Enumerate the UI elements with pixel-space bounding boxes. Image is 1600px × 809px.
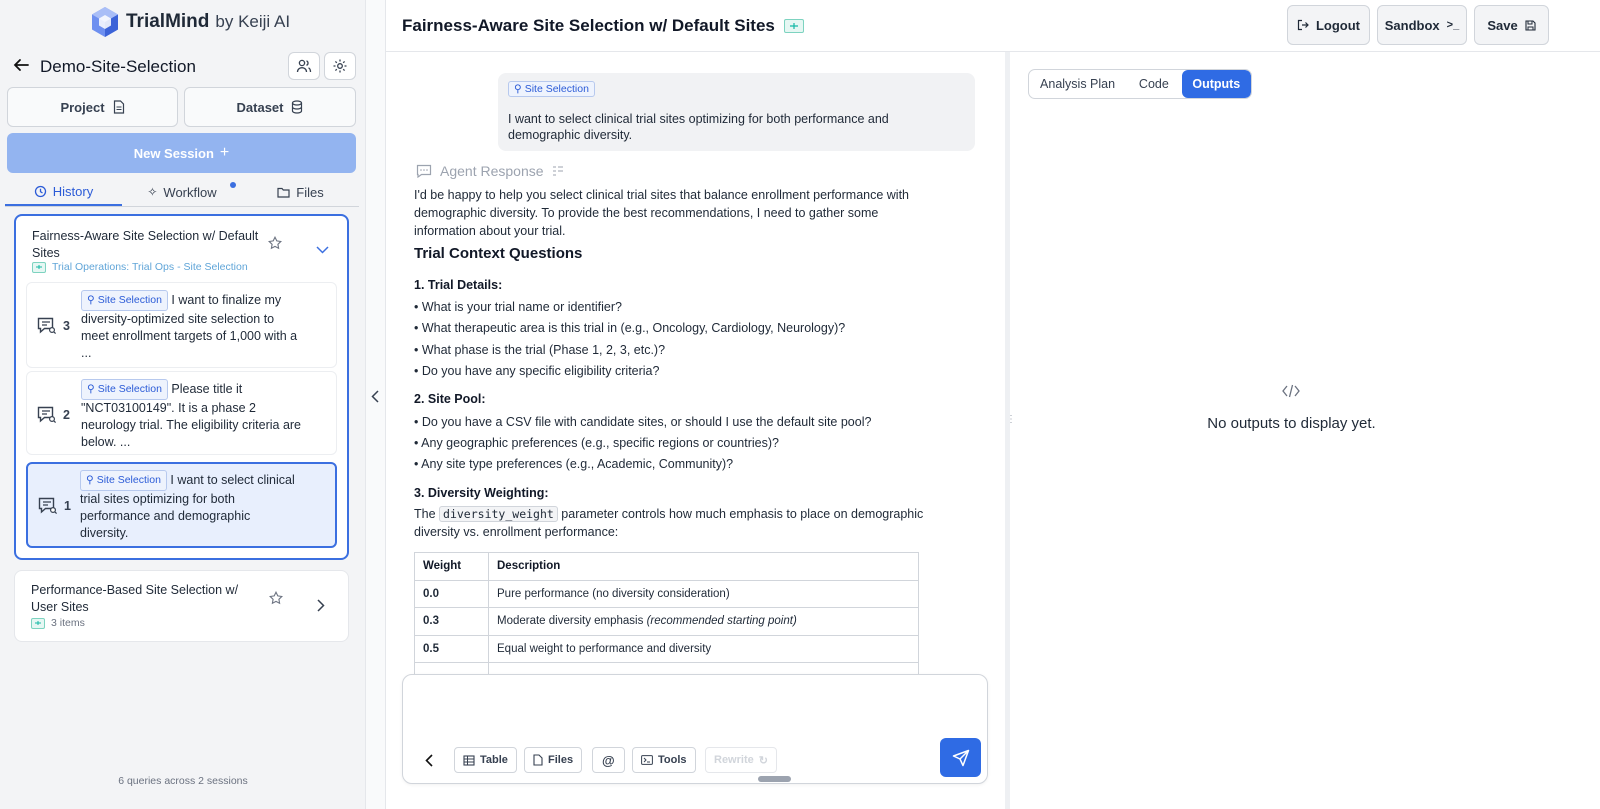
trial-details-item: • What is your trial name or identifier? — [414, 300, 622, 314]
chat-bubble-icon — [416, 164, 432, 178]
tab-history[interactable] — [5, 178, 122, 206]
query-text — [81, 379, 303, 451]
scroll-handle[interactable] — [758, 776, 791, 782]
logout-button[interactable] — [1287, 5, 1370, 45]
table-tool-button[interactable] — [454, 747, 517, 773]
chat-query-icon — [37, 317, 57, 335]
code-icon — [1282, 384, 1300, 398]
page-title: Fairness-Aware Site Selection w/ Default Sites — [402, 16, 775, 35]
sandbox-button[interactable] — [1377, 5, 1467, 45]
sidebar-collapse-gutter — [366, 0, 386, 809]
save-icon — [1525, 20, 1536, 31]
table-cell: Pure performance (no diversity consideration) — [489, 580, 919, 608]
query-text-body: Please title it "NCT03100149". It is a phase 2 neurology trial. The eligibility criteria are below. ... — [81, 382, 302, 449]
user-message-text: I want to select clinical trial sites optimizing for both performance and demographic diversity. — [508, 112, 889, 142]
table-header: Description — [489, 553, 919, 581]
site-pool-item: • Any geographic preferences (e.g., specific regions or countries)? — [414, 436, 779, 450]
table-header-row — [415, 553, 919, 581]
project-label: Project — [60, 99, 105, 115]
query-number: 2 — [63, 408, 70, 422]
agent-response-title: Agent Response — [440, 163, 544, 179]
outputs-panel — [1010, 53, 1600, 809]
tab-analysis-plan[interactable]: Analysis Plan — [1040, 77, 1116, 91]
sandbox-label: Sandbox — [1384, 17, 1440, 33]
session-subtitle-text: 3 items — [51, 617, 85, 629]
workflow-tag-icon — [31, 618, 45, 629]
dataset-label: Dataset — [236, 99, 284, 115]
save-button[interactable] — [1474, 5, 1549, 45]
session-subtitle — [32, 261, 248, 273]
session-title: Performance-Based Site Selection w/ User Sites — [31, 583, 239, 614]
tab-workflow[interactable] — [122, 178, 242, 206]
collapse-sidebar-chevron-icon[interactable] — [371, 390, 379, 403]
back-arrow-icon[interactable] — [12, 56, 32, 76]
sessions-footer: 6 queries across 2 sessions — [118, 775, 248, 787]
right-pane-tabs — [1028, 69, 1252, 99]
table-row — [415, 608, 919, 636]
collaborators-button[interactable] — [288, 52, 320, 80]
query-text — [81, 290, 301, 362]
table-cell: Moderate diversity emphasis (recommended starting point) — [489, 608, 919, 636]
session-card-collapsed[interactable] — [14, 570, 349, 642]
message-input[interactable] — [413, 683, 938, 743]
chat-query-icon — [38, 497, 58, 515]
logout-icon — [1297, 19, 1309, 31]
table-row — [415, 580, 919, 608]
table-row — [415, 635, 919, 663]
query-text — [80, 470, 302, 542]
save-label: Save — [1487, 17, 1518, 33]
questions-heading: Trial Context Questions — [414, 245, 583, 262]
tab-files-label: Files — [296, 184, 324, 200]
user-badge-wrap — [508, 81, 595, 97]
query-number: 1 — [64, 499, 71, 513]
table-icon — [463, 755, 475, 766]
top-header — [386, 0, 1600, 52]
gear-icon — [332, 58, 348, 74]
refresh-icon: ↻ — [758, 754, 768, 767]
site-selection-badge: ⚲ Site Selection — [81, 379, 168, 400]
document-icon — [113, 100, 125, 114]
terminal-icon: >_ — [1446, 19, 1460, 31]
tab-code[interactable]: Code — [1138, 77, 1169, 91]
project-button[interactable] — [7, 87, 178, 127]
query-text-body: I want to finalize my diversity-optimized site selection to meet enrollment targets of 1,000 with a ... — [81, 293, 298, 360]
section-trial-details: 1. Trial Details: — [414, 278, 503, 292]
brand-logo — [90, 6, 290, 38]
wand-icon: ⚲ — [87, 383, 95, 395]
wand-icon: ⚲ — [86, 474, 94, 486]
trialmind-logo-icon — [90, 6, 120, 38]
section-diversity-weighting: 3. Diversity Weighting: — [414, 486, 549, 500]
site-selection-badge: ⚲ Site Selection — [81, 290, 168, 311]
trial-details-item: • What phase is the trial (Phase 1, 2, 3, etc.)? — [414, 343, 666, 357]
query-item-2[interactable] — [26, 371, 337, 455]
query-text-body: I want to select clinical trial sites optimizing for both performance and demographic diversity. — [80, 473, 295, 540]
rewrite-button[interactable] — [705, 747, 777, 773]
trial-details-item: • Do you have any specific eligibility criteria? — [414, 364, 660, 378]
send-button[interactable] — [940, 738, 981, 777]
brand-by: by Keiji AI — [215, 12, 291, 31]
rewrite-label: Rewrite — [714, 754, 754, 766]
dataset-button[interactable] — [184, 87, 356, 127]
tab-outputs[interactable]: Outputs — [1182, 70, 1251, 98]
diversity-weight-code: diversity_weight — [439, 506, 558, 522]
new-session-label: New Session — [133, 145, 214, 161]
star-icon[interactable] — [268, 236, 282, 250]
table-cell: Equal weight to performance and diversity — [489, 635, 919, 663]
chevron-left-icon[interactable] — [425, 754, 433, 767]
session-heading — [402, 16, 804, 36]
wand-icon: ⚲ — [87, 294, 95, 306]
at-icon: @ — [602, 752, 615, 768]
user-message-bubble — [498, 73, 975, 151]
star-icon[interactable] — [269, 591, 283, 605]
send-icon — [952, 749, 970, 767]
terminal-icon — [641, 755, 653, 765]
trial-details-item: • What therapeutic area is this trial in (e.g., Oncology, Cardiology, Neurology)? — [414, 321, 846, 335]
agent-response-label — [416, 163, 564, 179]
drag-handle-icon[interactable]: ⋮ — [1006, 414, 1016, 425]
tabs-divider — [5, 206, 359, 207]
table-header: Weight — [415, 553, 489, 581]
tab-history-label: History — [52, 183, 94, 199]
site-selection-badge: ⚲ Site Selection — [80, 470, 167, 491]
plus-icon: + — [219, 144, 230, 161]
workflow-tag-icon — [32, 262, 46, 273]
workflow-tag-icon — [784, 19, 804, 33]
logout-label: Logout — [1315, 17, 1361, 33]
sidebar — [0, 0, 366, 809]
chat-query-icon — [37, 406, 57, 424]
tools-button[interactable] — [632, 747, 696, 773]
database-icon — [291, 100, 303, 114]
file-icon — [533, 754, 543, 766]
tools-label: Tools — [658, 754, 687, 766]
history-icon — [34, 185, 47, 198]
empty-outputs-message: No outputs to display yet. — [1207, 415, 1376, 432]
query-item-3[interactable] — [26, 282, 337, 368]
site-pool-item: • Do you have a CSV file with candidate sites, or should I use the default site pool? — [414, 415, 872, 429]
brand-name: TrialMind — [126, 11, 210, 32]
table-cell: 0.5 — [415, 635, 489, 663]
folder-icon — [277, 187, 290, 198]
workflow-notification-dot — [230, 182, 236, 188]
chevron-down-icon[interactable] — [316, 246, 329, 254]
session-subtitle — [31, 617, 85, 629]
agent-intro: I'd be happy to help you select clinical trial sites that balance enrollment performance with demographic diversity. To provide the best recommendations, I need to gather some information about your trial. — [414, 188, 910, 238]
table-cell: 0.3 — [415, 608, 489, 636]
query-item-1-selected[interactable] — [26, 462, 337, 548]
tab-files[interactable] — [242, 178, 359, 206]
session-title: Fairness-Aware Site Selection w/ Default Sites — [32, 229, 259, 260]
weights-table — [414, 552, 919, 691]
site-pool-item: • Any site type preferences (e.g., Academic, Community)? — [414, 457, 734, 471]
new-session-button[interactable] — [7, 133, 356, 173]
files-tool-button[interactable] — [524, 747, 582, 773]
users-icon — [296, 58, 312, 74]
list-toggle-icon[interactable] — [552, 165, 564, 177]
site-selection-badge: ⚲ Site Selection — [508, 81, 595, 97]
section-site-pool: 2. Site Pool: — [414, 392, 486, 406]
mention-button[interactable] — [592, 747, 625, 773]
session-card-expanded[interactable] — [14, 214, 349, 560]
query-number: 3 — [63, 319, 70, 333]
session-subtitle-text: Trial Operations: Trial Ops - Site Selection — [52, 261, 248, 273]
diversity-weight-paragraph: The diversity_weight parameter controls how much emphasis to place on demographic diversity vs. enrollment performance: — [414, 507, 924, 539]
message-composer — [402, 674, 988, 784]
sparkle-icon: ✧ — [147, 185, 158, 199]
table-cell: 0.0 — [415, 580, 489, 608]
chevron-right-icon[interactable] — [317, 599, 325, 612]
files-tool-label: Files — [548, 754, 574, 766]
table-tool-label: Table — [480, 754, 508, 766]
wand-icon: ⚲ — [514, 83, 522, 95]
tab-workflow-label: Workflow — [163, 184, 217, 200]
project-name: Demo-Site-Selection — [40, 57, 196, 76]
settings-button[interactable] — [324, 52, 356, 80]
